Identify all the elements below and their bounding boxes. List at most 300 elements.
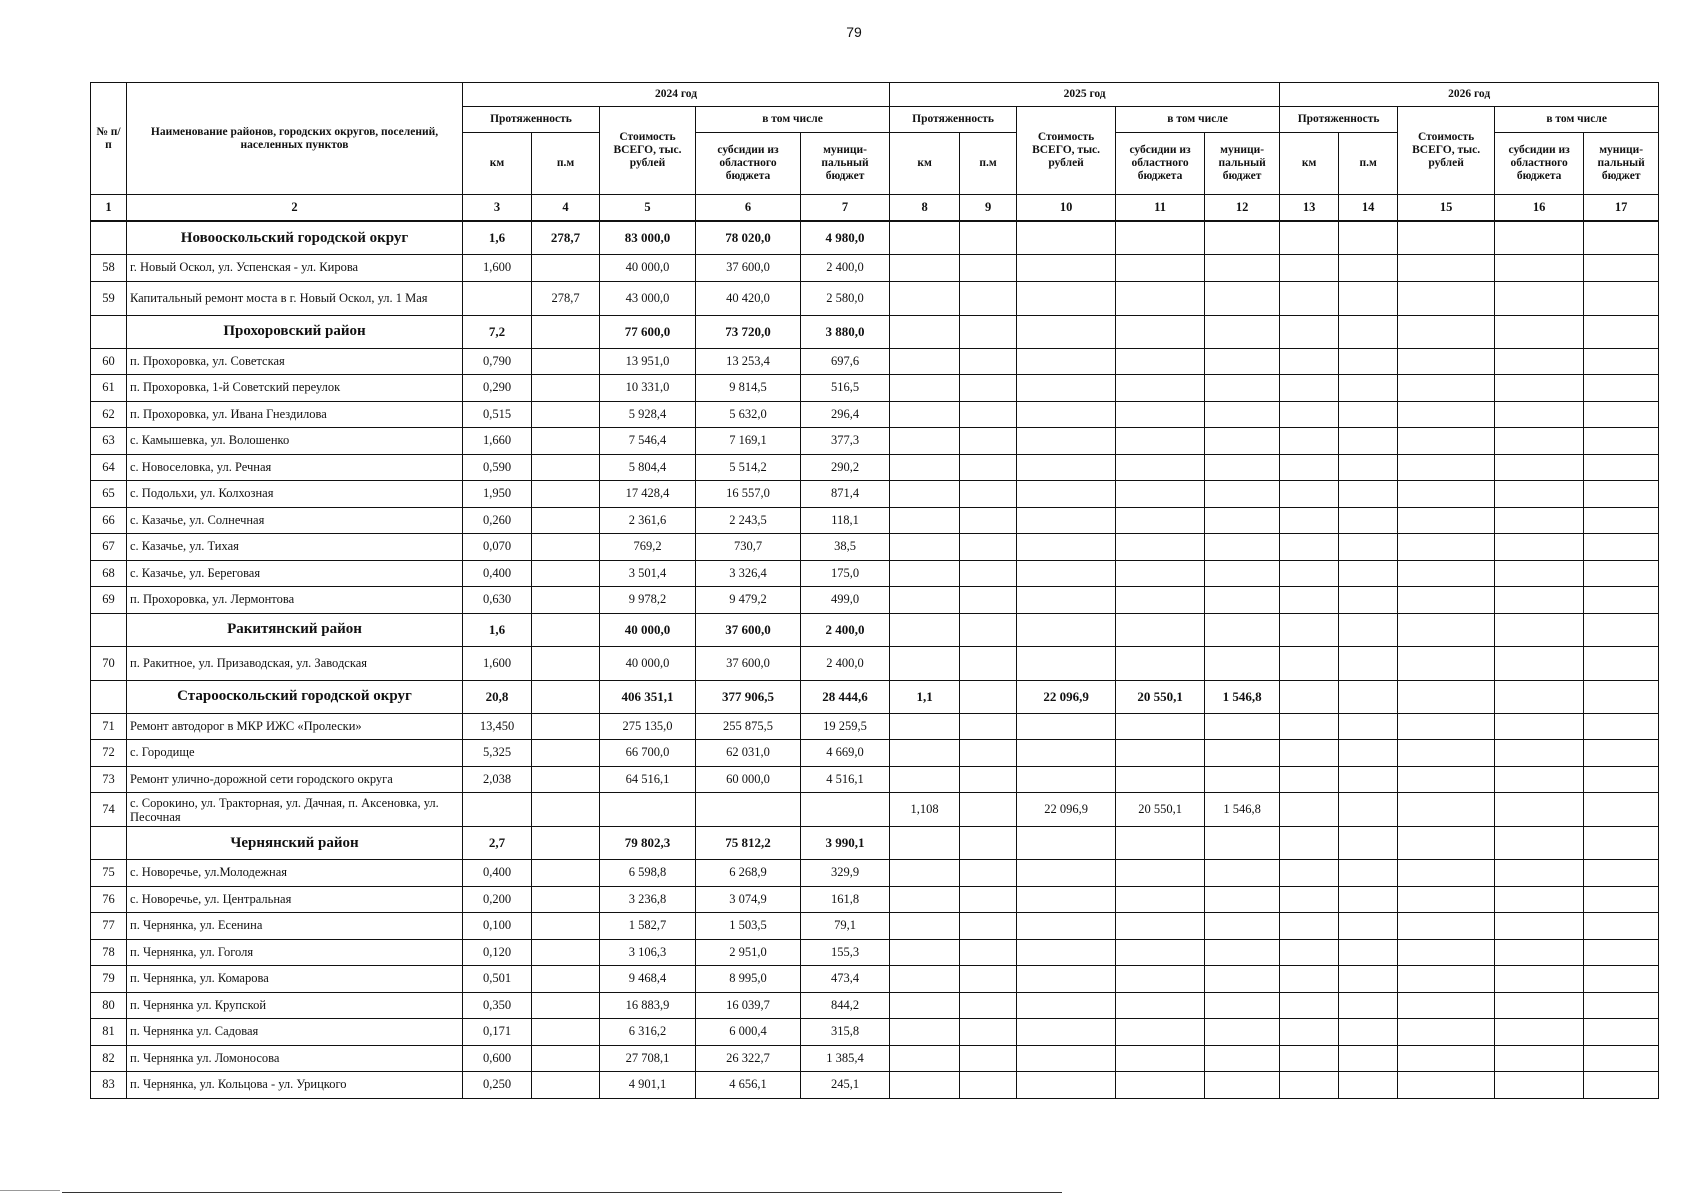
value-cell: 37 600,0 (696, 646, 801, 680)
row-number: 83 (91, 1072, 127, 1099)
row-number: 80 (91, 992, 127, 1019)
value-cell: 20,8 (463, 680, 532, 713)
value-cell: 0,070 (463, 534, 532, 561)
row-number: 60 (91, 348, 127, 375)
column-index-row (91, 195, 1659, 222)
value-cell: 0,260 (463, 507, 532, 534)
value-cell: 0,790 (463, 348, 532, 375)
table-row (91, 507, 1659, 534)
value-cell (1495, 281, 1584, 315)
value-cell: 278,7 (532, 281, 600, 315)
value-cell: 245,1 (801, 1072, 890, 1099)
value-cell (1017, 860, 1116, 887)
district-name: Ракитянский район (127, 613, 463, 646)
value-cell (1339, 315, 1398, 348)
header-km: км (463, 133, 532, 195)
value-cell (1495, 1072, 1584, 1099)
value-cell (1495, 766, 1584, 793)
value-cell: 275 135,0 (600, 713, 696, 740)
object-name: с. Новоречье, ул. Центральная (127, 886, 463, 913)
page-edge-line (0, 1190, 60, 1191)
section-row (91, 680, 1659, 713)
value-cell: 4 901,1 (600, 1072, 696, 1099)
value-cell: 844,2 (801, 992, 890, 1019)
column-index: 9 (960, 195, 1017, 222)
value-cell: 0,600 (463, 1045, 532, 1072)
row-number: 78 (91, 939, 127, 966)
value-cell (1495, 481, 1584, 508)
value-cell: 20 550,1 (1116, 680, 1205, 713)
value-cell (532, 507, 600, 534)
value-cell (600, 793, 696, 827)
value-cell (1584, 766, 1659, 793)
header-subsidy: субсидии из областного бюджета (1116, 133, 1205, 195)
value-cell (1205, 375, 1280, 402)
value-cell (1205, 534, 1280, 561)
value-cell (1495, 966, 1584, 993)
column-index: 8 (890, 195, 960, 222)
value-cell: 1 546,8 (1205, 680, 1280, 713)
value-cell: 20 550,1 (1116, 793, 1205, 827)
value-cell (1280, 348, 1339, 375)
value-cell (532, 315, 600, 348)
value-cell: 0,100 (463, 913, 532, 940)
value-cell (1584, 255, 1659, 282)
value-cell: 1,660 (463, 428, 532, 455)
value-cell (1280, 255, 1339, 282)
value-cell: 2 580,0 (801, 281, 890, 315)
value-cell (1495, 1019, 1584, 1046)
value-cell: 871,4 (801, 481, 890, 508)
section-row (91, 613, 1659, 646)
value-cell (1398, 507, 1495, 534)
value-cell (1017, 507, 1116, 534)
value-cell (1339, 348, 1398, 375)
value-cell: 5 514,2 (696, 454, 801, 481)
value-cell (960, 255, 1017, 282)
value-cell (1116, 315, 1205, 348)
table-row (91, 913, 1659, 940)
value-cell (1398, 992, 1495, 1019)
value-cell: 278,7 (532, 221, 600, 255)
value-cell (1017, 939, 1116, 966)
value-cell: 19 259,5 (801, 713, 890, 740)
value-cell (1116, 221, 1205, 255)
value-cell: 1 582,7 (600, 913, 696, 940)
value-cell: 161,8 (801, 886, 890, 913)
value-cell (1280, 886, 1339, 913)
value-cell (1495, 680, 1584, 713)
value-cell (890, 560, 960, 587)
value-cell (801, 793, 890, 827)
value-cell (1398, 646, 1495, 680)
value-cell (960, 315, 1017, 348)
value-cell (1116, 860, 1205, 887)
value-cell (1398, 860, 1495, 887)
value-cell (1116, 428, 1205, 455)
value-cell (1584, 428, 1659, 455)
object-name: п. Прохоровка, 1-й Советский переулок (127, 375, 463, 402)
value-cell (960, 793, 1017, 827)
value-cell (1495, 428, 1584, 455)
value-cell: 473,4 (801, 966, 890, 993)
value-cell (1280, 481, 1339, 508)
value-cell: 6 598,8 (600, 860, 696, 887)
value-cell (1495, 507, 1584, 534)
value-cell (1205, 255, 1280, 282)
column-index: 3 (463, 195, 532, 222)
value-cell (1339, 428, 1398, 455)
value-cell (960, 1019, 1017, 1046)
value-cell (1280, 793, 1339, 827)
district-name: Новооскольский городской округ (127, 221, 463, 255)
value-cell (890, 401, 960, 428)
object-name: п. Чернянка ул. Садовая (127, 1019, 463, 1046)
value-cell (1205, 1019, 1280, 1046)
column-index: 4 (532, 195, 600, 222)
value-cell: 2,038 (463, 766, 532, 793)
value-cell (1339, 740, 1398, 767)
value-cell: 9 479,2 (696, 587, 801, 614)
value-cell (1339, 613, 1398, 646)
header-subsidy: субсидии из областного бюджета (1495, 133, 1584, 195)
row-number: 63 (91, 428, 127, 455)
value-cell (1495, 646, 1584, 680)
table-row (91, 348, 1659, 375)
column-index: 11 (1116, 195, 1205, 222)
value-cell (1584, 827, 1659, 860)
header-incl: в том числе (1116, 107, 1280, 133)
value-cell (1017, 315, 1116, 348)
table-row (91, 886, 1659, 913)
value-cell: 5 804,4 (600, 454, 696, 481)
value-cell (1584, 534, 1659, 561)
value-cell (1017, 587, 1116, 614)
value-cell: 1,600 (463, 255, 532, 282)
value-cell (1339, 966, 1398, 993)
value-cell: 175,0 (801, 560, 890, 587)
value-cell (890, 646, 960, 680)
value-cell (1017, 827, 1116, 860)
value-cell: 0,515 (463, 401, 532, 428)
value-cell (1116, 992, 1205, 1019)
value-cell (1017, 481, 1116, 508)
row-number (91, 827, 127, 860)
value-cell (1017, 221, 1116, 255)
value-cell: 3 501,4 (600, 560, 696, 587)
header-municipal: муници-пальный бюджет (1205, 133, 1280, 195)
object-name: п. Прохоровка, ул. Лермонтова (127, 587, 463, 614)
value-cell (1280, 1045, 1339, 1072)
value-cell: 499,0 (801, 587, 890, 614)
value-cell (1280, 428, 1339, 455)
object-name: с. Подольхи, ул. Колхозная (127, 481, 463, 508)
value-cell (1584, 1072, 1659, 1099)
value-cell (696, 793, 801, 827)
value-cell: 64 516,1 (600, 766, 696, 793)
value-cell (1339, 860, 1398, 887)
value-cell (960, 646, 1017, 680)
value-cell (1205, 646, 1280, 680)
value-cell: 17 428,4 (600, 481, 696, 508)
value-cell (532, 992, 600, 1019)
value-cell (1495, 560, 1584, 587)
value-cell (1495, 587, 1584, 614)
value-cell (1495, 534, 1584, 561)
value-cell (1205, 221, 1280, 255)
value-cell (1280, 375, 1339, 402)
value-cell (1495, 1045, 1584, 1072)
row-number: 81 (91, 1019, 127, 1046)
header-municipal: муници-пальный бюджет (801, 133, 890, 195)
value-cell (960, 560, 1017, 587)
object-name: с. Камышевка, ул. Волошенко (127, 428, 463, 455)
value-cell (1398, 966, 1495, 993)
value-cell (960, 401, 1017, 428)
value-cell (960, 966, 1017, 993)
value-cell (1495, 713, 1584, 740)
value-cell (1339, 646, 1398, 680)
value-cell (532, 348, 600, 375)
header-subsidy: субсидии из областного бюджета (696, 133, 801, 195)
header-year-2026: 2026 год (1280, 83, 1659, 107)
value-cell: 3 106,3 (600, 939, 696, 966)
value-cell (1116, 886, 1205, 913)
value-cell: 7 169,1 (696, 428, 801, 455)
value-cell (890, 1019, 960, 1046)
value-cell (1116, 255, 1205, 282)
value-cell (1205, 507, 1280, 534)
value-cell: 37 600,0 (696, 613, 801, 646)
value-cell (1398, 454, 1495, 481)
value-cell (532, 481, 600, 508)
value-cell: 75 812,2 (696, 827, 801, 860)
value-cell: 38,5 (801, 534, 890, 561)
value-cell: 329,9 (801, 860, 890, 887)
value-cell: 3 880,0 (801, 315, 890, 348)
value-cell (1205, 454, 1280, 481)
value-cell: 730,7 (696, 534, 801, 561)
column-index: 2 (127, 195, 463, 222)
table-row (91, 793, 1659, 827)
column-index: 5 (600, 195, 696, 222)
value-cell (1339, 1072, 1398, 1099)
value-cell (1339, 827, 1398, 860)
value-cell (1398, 315, 1495, 348)
value-cell (1116, 966, 1205, 993)
table-row (91, 1072, 1659, 1099)
column-index: 16 (1495, 195, 1584, 222)
header-year-2025: 2025 год (890, 83, 1280, 107)
value-cell (1339, 1019, 1398, 1046)
value-cell (1495, 740, 1584, 767)
district-name: Чернянский район (127, 827, 463, 860)
value-cell (890, 939, 960, 966)
value-cell (1280, 534, 1339, 561)
value-cell (890, 713, 960, 740)
district-name: Прохоровский район (127, 315, 463, 348)
object-name: п. Прохоровка, ул. Советская (127, 348, 463, 375)
value-cell (1205, 281, 1280, 315)
value-cell (1339, 221, 1398, 255)
value-cell (960, 827, 1017, 860)
value-cell (1398, 348, 1495, 375)
value-cell (532, 680, 600, 713)
value-cell: 9 978,2 (600, 587, 696, 614)
value-cell (1205, 401, 1280, 428)
value-cell: 0,200 (463, 886, 532, 913)
value-cell (890, 613, 960, 646)
value-cell (1584, 1019, 1659, 1046)
value-cell (1205, 481, 1280, 508)
value-cell (1280, 507, 1339, 534)
value-cell: 377,3 (801, 428, 890, 455)
value-cell (1116, 740, 1205, 767)
value-cell: 66 700,0 (600, 740, 696, 767)
value-cell (1495, 348, 1584, 375)
row-number: 61 (91, 375, 127, 402)
value-cell: 27 708,1 (600, 1045, 696, 1072)
object-name: п. Чернянка, ул. Комарова (127, 966, 463, 993)
row-number (91, 613, 127, 646)
row-number: 67 (91, 534, 127, 561)
value-cell: 2 361,6 (600, 507, 696, 534)
value-cell (532, 428, 600, 455)
value-cell (960, 1072, 1017, 1099)
value-cell: 255 875,5 (696, 713, 801, 740)
value-cell (1495, 886, 1584, 913)
value-cell: 60 000,0 (696, 766, 801, 793)
value-cell (1584, 966, 1659, 993)
value-cell: 0,630 (463, 587, 532, 614)
value-cell (1339, 939, 1398, 966)
object-name: п. Прохоровка, ул. Ивана Гнездилова (127, 401, 463, 428)
value-cell (1339, 587, 1398, 614)
value-cell (1495, 913, 1584, 940)
value-cell: 2 243,5 (696, 507, 801, 534)
column-index: 15 (1398, 195, 1495, 222)
row-number: 68 (91, 560, 127, 587)
value-cell (1584, 281, 1659, 315)
value-cell (1280, 913, 1339, 940)
value-cell: 1,600 (463, 646, 532, 680)
value-cell (890, 534, 960, 561)
value-cell (1584, 507, 1659, 534)
value-cell (1339, 1045, 1398, 1072)
value-cell (1398, 255, 1495, 282)
value-cell: 13,450 (463, 713, 532, 740)
value-cell (960, 534, 1017, 561)
section-row (91, 221, 1659, 255)
value-cell (1280, 939, 1339, 966)
value-cell (1495, 315, 1584, 348)
value-cell: 0,290 (463, 375, 532, 402)
value-cell: 62 031,0 (696, 740, 801, 767)
value-cell (532, 534, 600, 561)
value-cell (960, 886, 1017, 913)
value-cell (960, 281, 1017, 315)
value-cell (890, 255, 960, 282)
value-cell (1017, 992, 1116, 1019)
value-cell: 0,350 (463, 992, 532, 1019)
value-cell: 0,120 (463, 939, 532, 966)
value-cell (1584, 348, 1659, 375)
value-cell (1280, 966, 1339, 993)
value-cell (960, 680, 1017, 713)
value-cell: 40 000,0 (600, 613, 696, 646)
value-cell: 3 236,8 (600, 886, 696, 913)
value-cell (1017, 560, 1116, 587)
value-cell (1280, 740, 1339, 767)
table-row (91, 740, 1659, 767)
value-cell (1398, 913, 1495, 940)
table-row (91, 992, 1659, 1019)
value-cell (1495, 454, 1584, 481)
table-row (91, 375, 1659, 402)
value-cell (1495, 255, 1584, 282)
row-number: 69 (91, 587, 127, 614)
value-cell: 3 990,1 (801, 827, 890, 860)
value-cell: 5 632,0 (696, 401, 801, 428)
header-incl: в том числе (1495, 107, 1659, 133)
value-cell (1280, 281, 1339, 315)
value-cell (1017, 740, 1116, 767)
value-cell: 9 468,4 (600, 966, 696, 993)
value-cell (1116, 281, 1205, 315)
value-cell (1398, 886, 1495, 913)
value-cell (1116, 1019, 1205, 1046)
value-cell (960, 348, 1017, 375)
table-row (91, 646, 1659, 680)
value-cell (960, 454, 1017, 481)
header-pm: п.м (1339, 133, 1398, 195)
value-cell (1017, 1019, 1116, 1046)
value-cell: 40 000,0 (600, 646, 696, 680)
value-cell (960, 860, 1017, 887)
value-cell (960, 740, 1017, 767)
value-cell: 1,6 (463, 221, 532, 255)
row-number: 74 (91, 793, 127, 827)
value-cell (1398, 1072, 1495, 1099)
value-cell (1280, 587, 1339, 614)
value-cell (463, 793, 532, 827)
value-cell (532, 793, 600, 827)
value-cell: 4 656,1 (696, 1072, 801, 1099)
table-row (91, 401, 1659, 428)
value-cell (1017, 401, 1116, 428)
value-cell: 1,108 (890, 793, 960, 827)
value-cell (532, 886, 600, 913)
value-cell (1339, 992, 1398, 1019)
value-cell (1495, 827, 1584, 860)
value-cell (1205, 613, 1280, 646)
object-name: г. Новый Оскол, ул. Успенская - ул. Кирова (127, 255, 463, 282)
value-cell (1584, 740, 1659, 767)
value-cell (1398, 221, 1495, 255)
value-cell (1495, 860, 1584, 887)
value-cell (1280, 454, 1339, 481)
value-cell (1339, 534, 1398, 561)
header-cost: Стоимость ВСЕГО, тыс. рублей (1017, 107, 1116, 195)
value-cell (1116, 454, 1205, 481)
value-cell (1205, 860, 1280, 887)
header-incl: в том числе (696, 107, 890, 133)
table-row (91, 255, 1659, 282)
value-cell (532, 1019, 600, 1046)
value-cell: 2,7 (463, 827, 532, 860)
value-cell (1017, 281, 1116, 315)
value-cell: 0,501 (463, 966, 532, 993)
